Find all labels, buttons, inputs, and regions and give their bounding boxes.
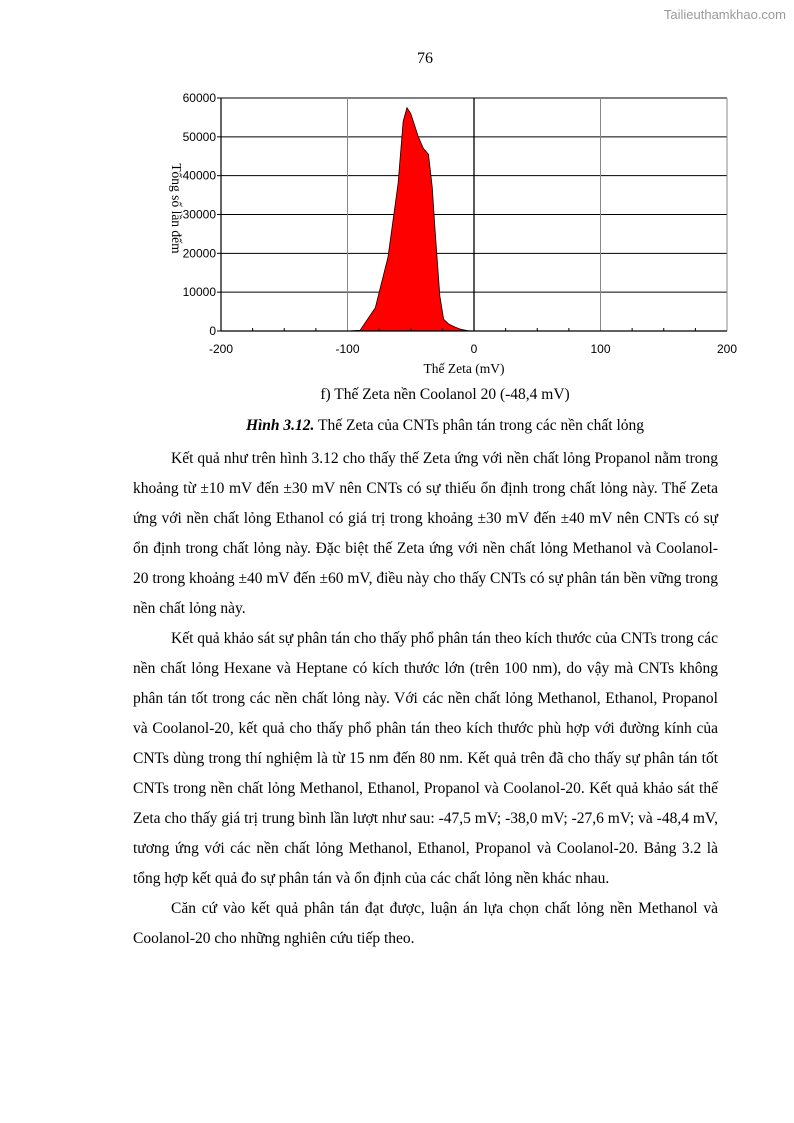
y-tick-label: 0 (209, 324, 216, 338)
x-tick-label: -100 (335, 342, 360, 356)
y-tick-label: 50000 (182, 129, 216, 144)
figure-label: Hình 3.12. (245, 417, 315, 434)
x-tick-label: 100 (590, 342, 611, 356)
x-tick-label: 200 (716, 342, 738, 356)
x-tick-label: 0 (470, 342, 478, 356)
x-tick-label: -200 (208, 342, 234, 356)
x-axis-label: Thế Zeta (mV) (423, 361, 505, 376)
paragraph-2: Kết quả khảo sát sự phân tán cho thấy phổ phân tán theo kích thước của CNTs trong các nền chất lỏng Hexane và Heptane có kích thước lớn (trên 100 nm), do vậy mà CNTs không phân tán tốt trong các nền chất lỏng này. Với các nền chất lỏng Methanol, Ethanol, Propanol và Coolanol-20, kết quả cho thấy phổ phân tán theo kích thước phù hợp với đường kính của CNTs dùng trong thí nghiệm là từ 15 nm đến 80 nm. Kết quả trên đã cho thấy sự phân tán tốt CNTs trong nền chất lỏng Methanol, Ethanol, Propanol và Coolanol-20. Kết quả khảo sát thế Zeta cho thấy giá trị trung bình lần lượt như sau: -47,5 mV; -38,0 mV; -27,6 mV; và -48,4 mV, tương ứng với các nền chất lỏng Methanol, Ethanol, Propanol và Coolanol-20. Bảng 3.2 là tổng hợp kết quả đo sự phân tán và ổn định của các chất lỏng nền khác nhau. (133, 630, 718, 887)
y-tick-label: 40000 (182, 168, 216, 183)
y-tick-label: 60000 (182, 91, 216, 105)
zeta-potential-chart (160, 88, 760, 383)
y-tick-label: 20000 (182, 246, 216, 261)
y-tick-label: 30000 (182, 207, 216, 222)
paragraph-3: Căn cứ vào kết quả phân tán đạt được, luận án lựa chọn chất lỏng nền Methanol và Coolanol-20 cho những nghiên cứu tiếp theo. (133, 900, 718, 947)
page-number: 76 (417, 50, 433, 67)
watermark: Tailieuthamkhao.com (663, 7, 786, 22)
y-tick-label: 10000 (182, 285, 216, 300)
figure-caption (195, 417, 695, 435)
body-text (133, 444, 718, 954)
paragraph-1: Kết quả như trên hình 3.12 cho thấy thế Zeta ứng với nền chất lỏng Propanol nằm trong khoảng từ ±10 mV đến ±30 mV nên CNTs có sự thiếu ổn định trong chất lỏng này. Thế Zeta ứng với nền chất lỏng Ethanol có giá trị trong khoảng ±30 mV đến ±40 mV nên CNTs có sự ổn định trong chất lỏng này. Đặc biệt thế Zeta ứng với nền chất lỏng Methanol và Coolanol-20 trong khoảng ±40 mV đến ±60 mV, điều này cho thấy CNTs có sự phân tán bền vững trong nền chất lỏng này. (133, 450, 718, 617)
figure-caption-text: Thế Zeta của CNTs phân tán trong các nền chất lỏng (314, 417, 645, 434)
subfigure-caption: f) Thế Zeta nền Coolanol 20 (-48,4 mV) (320, 386, 570, 403)
y-axis-label: Tổng số lần đếm (169, 163, 184, 254)
